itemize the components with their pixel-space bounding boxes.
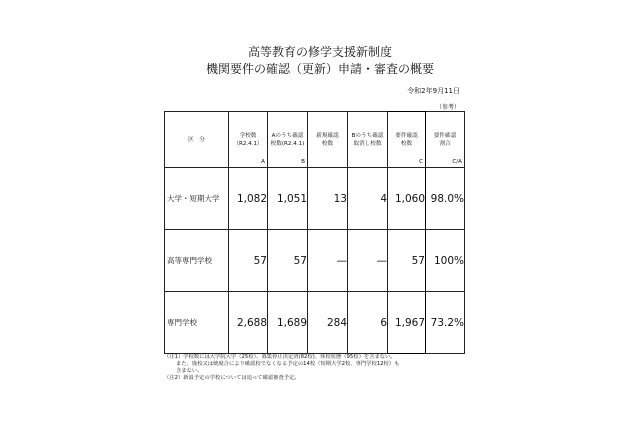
table-row xyxy=(165,292,465,354)
footnote-1-cont2: 含まない。 xyxy=(176,368,203,374)
footnote-2: （注2）新設予定の学校については追って確認審査予定。 xyxy=(164,375,300,381)
header-category: 区 分 xyxy=(165,112,229,168)
row-label: 大学・短期大学 xyxy=(165,168,229,230)
cell-requirement-confirmed: 57 xyxy=(388,230,426,292)
document-title-line1: 高等教育の修学支援新制度 xyxy=(247,45,392,59)
cell-cancelled: 4 xyxy=(348,168,388,230)
footnote-1: （注1）学校数には大学院大学（25校）、募集停止決定済(82校)、休校状態（95校）を含まない。 xyxy=(164,354,396,360)
footnote-1-cont: また、廃校又は統廃合により確認校でなくなる予定の14校（短期大学2校、専門学校12校）も xyxy=(176,361,400,367)
cell-new-confirmed: 284 xyxy=(308,292,348,354)
footnotes xyxy=(164,354,399,382)
cell-school-count: 2,688 xyxy=(229,292,268,354)
cell-school-count: 57 xyxy=(229,230,268,292)
header-ratio: 要件確認 割合 C/A xyxy=(426,112,465,168)
header-confirmed-count: Aのうち確認 校数(R2.4.1) B xyxy=(268,112,308,168)
cell-new-confirmed: — xyxy=(308,230,348,292)
row-label: 専門学校 xyxy=(165,292,229,354)
summary-table xyxy=(164,111,465,354)
table-header-row xyxy=(165,112,465,168)
cell-ratio: 98.0% xyxy=(426,168,465,230)
reference-label: （参考） xyxy=(435,104,460,111)
cell-confirmed-count: 1,051 xyxy=(268,168,308,230)
document-title-line2: 機関要件の確認（更新）申請・審査の概要 xyxy=(205,62,434,76)
cell-cancelled: 6 xyxy=(348,292,388,354)
row-label: 高等専門学校 xyxy=(165,230,229,292)
header-cancelled: Bのうち確認 取消し校数 xyxy=(348,112,388,168)
cell-confirmed-count: 57 xyxy=(268,230,308,292)
table-row xyxy=(165,230,465,292)
cell-school-count: 1,082 xyxy=(229,168,268,230)
cell-requirement-confirmed: 1,060 xyxy=(388,168,426,230)
cell-new-confirmed: 13 xyxy=(308,168,348,230)
header-school-count: 学校数 （R2.4.1） A xyxy=(229,112,268,168)
cell-ratio: 100% xyxy=(426,230,465,292)
document-date: 令和2年9月11日 xyxy=(407,87,460,95)
cell-confirmed-count: 1,689 xyxy=(268,292,308,354)
header-requirement-confirmed: 要件確認 校数 C xyxy=(388,112,426,168)
cell-ratio: 73.2% xyxy=(426,292,465,354)
header-new-confirmed: 新規確認 校数 xyxy=(308,112,348,168)
table-row xyxy=(165,168,465,230)
cell-cancelled: — xyxy=(348,230,388,292)
cell-requirement-confirmed: 1,967 xyxy=(388,292,426,354)
